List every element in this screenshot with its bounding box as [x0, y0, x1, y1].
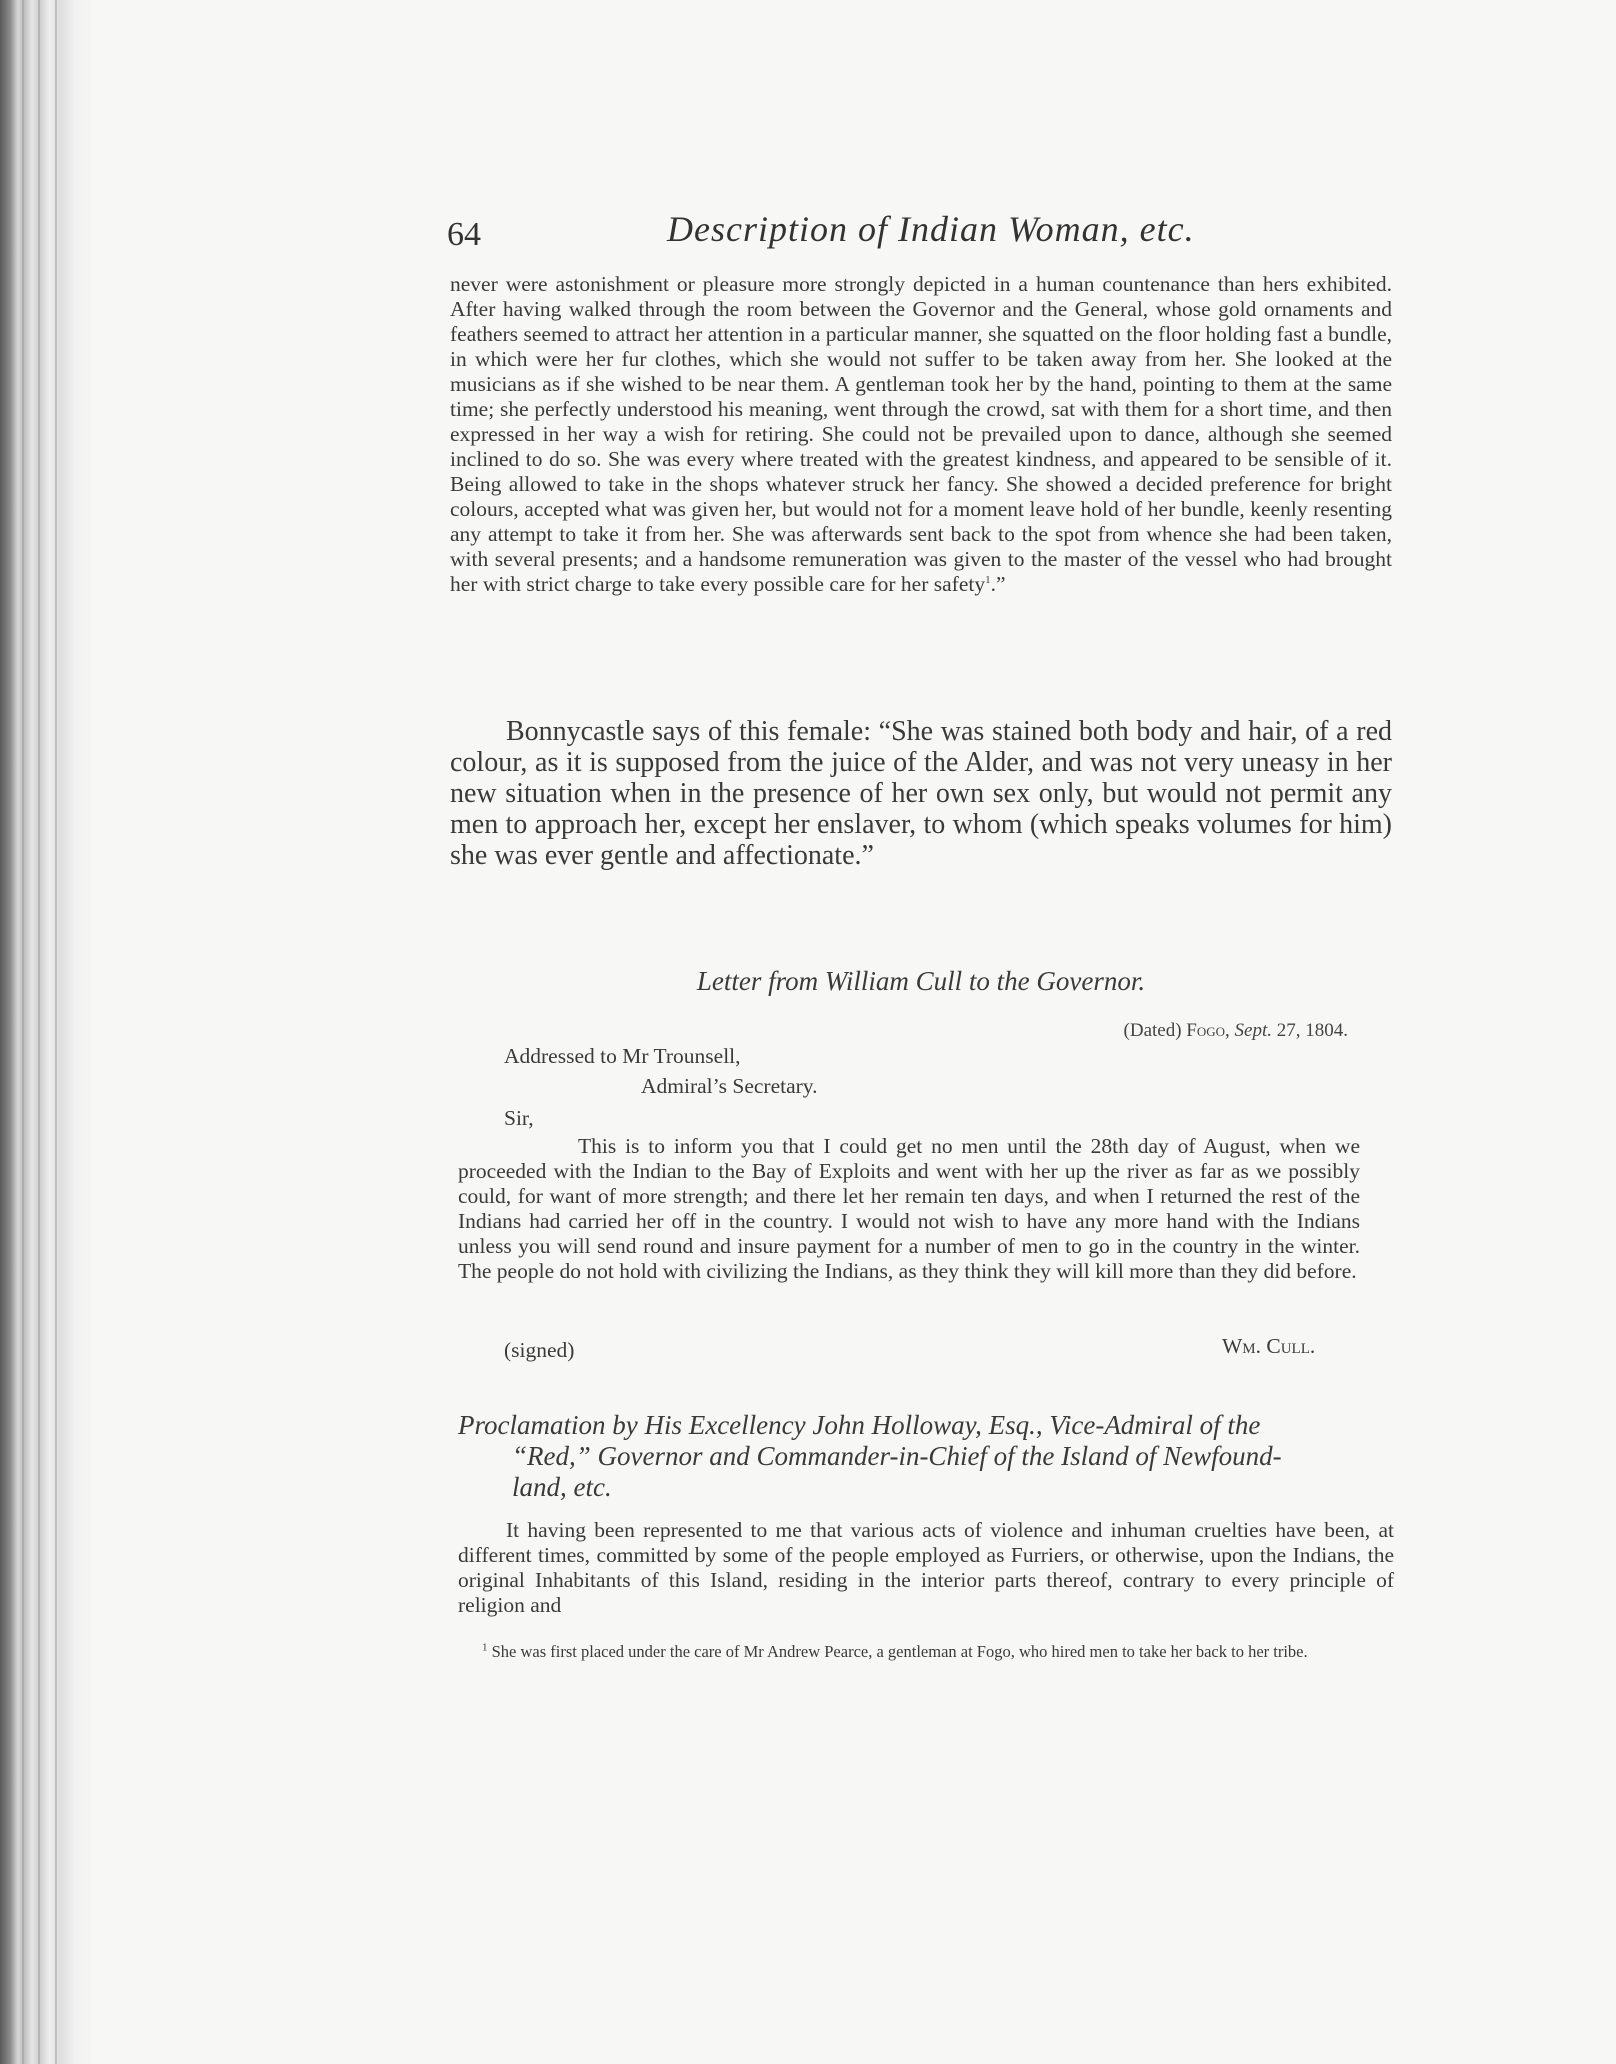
page-edge-line [55, 0, 57, 2064]
proclamation-heading-line3: land, etc. [512, 1472, 612, 1502]
paragraph-description [450, 272, 1392, 597]
footnote-reference[interactable]: 1 [985, 573, 991, 586]
proclamation-heading-line2: “Red,” Governor and Commander-in-Chief of the Island of Newfound- [512, 1441, 1282, 1471]
footnote [458, 1642, 1400, 1662]
running-head: Description of Indian Woman, etc. [667, 209, 1195, 249]
proclamation-heading-line1: Proclamation by His Excellency John Holloway, Esq., Vice-Admiral of the [458, 1410, 1261, 1440]
paragraph-bonnycastle-quote: Bonnycastle says of this female: “She was stained both body and hair, of a red colour, as it is supposed from the juice of the Alder, and was not very uneasy in her new situation when in the presence of her own sex only, but would not permit any men to approach her, except her enslaver, to whom (which speaks volumes for him) she was ever gentle and affectionate.” [450, 716, 1392, 871]
letter-heading: Letter from William Cull to the Governor. [696, 966, 1146, 996]
page-edge-line [22, 0, 24, 2064]
letter-salutation: Sir, [504, 1106, 534, 1130]
proclamation-heading [458, 1410, 1400, 1503]
letter-signature: Wm. Cull. [1222, 1334, 1316, 1358]
footnote-text: She was first placed under the care of Mr Andrew Pearce, a gentleman at Fogo, who hired men to take her back to her tribe. [487, 1642, 1308, 1661]
book-page-edges [0, 0, 90, 2064]
page-number: 64 [447, 216, 481, 253]
letter-dateline [1124, 1020, 1348, 1042]
paragraph-end: .” [990, 572, 1006, 596]
letter-addressee-title: Admiral’s Secretary. [641, 1074, 818, 1098]
paragraph-text: never were astonishment or pleasure more strongly depicted in a human countenance than hers exhibited. After having walked through the room between the Governor and the General, whose gold ornaments and feathers seemed to attract her attention in a particular manner, she squatted on the floor holding fast a bundle, in which were her fur clothes, which she would not suffer to be taken away from her. She looked at the musicians as if she wished to be near them. A gentleman took her by the hand, pointing to them at the same time; she perfectly understood his meaning, went through the crowd, sat with them for a short time, and then expressed in her way a wish for retiring. She could not be prevailed upon to dance, although she seemed inclined to do so. She was every where treated with the greatest kindness, and appeared to be sensible of it. Being allowed to take in the shops whatever struck her fancy. She showed a decided preference for bright colours, accepted what was given her, but would not for a moment leave hold of her bundle, keenly resenting any attempt to take it from her. She was afterwards sent back to the spot from whence she had been taken, with several presents; and a handsome remuneration was given to the master of the vessel who had brought her with strict charge to take every possible care for her safety [450, 272, 1392, 596]
proclamation-body: It having been represented to me that various acts of violence and inhuman cruelties have been, at different times, committed by some of the people employed as Furriers, or otherwise, upon the Indians, the original Inhabitants of this Island, residing in the interior parts thereof, contrary to every principle of religion and [458, 1518, 1394, 1617]
dateline-month: Sept. [1234, 1020, 1272, 1041]
letter-signed-label: (signed) [504, 1338, 575, 1362]
dateline-rest: 27, 1804. [1272, 1020, 1348, 1041]
footnote-mark: 1 [482, 1641, 488, 1654]
dateline-place: Fogo, [1186, 1020, 1230, 1041]
letter-addressee: Addressed to Mr Trounsell, [504, 1044, 741, 1068]
page-header [447, 208, 1377, 258]
page-edge-line [38, 0, 40, 2064]
dateline-prefix: (Dated) [1123, 1020, 1187, 1041]
letter-body: This is to inform you that I could get no men until the 28th day of August, when we proceeded with the Indian to the Bay of Exploits and went with her up the river as far as we possibly could, for want of more strength; and there let her remain ten days, and when I returned the rest of the Indians had carried her off in the country. I would not wish to have any more hand with the Indians unless you will send round and insure payment for a number of men to go in the country in the winter. The people do not hold with civilizing the Indians, as they think they will kill more than they did before. [458, 1134, 1360, 1283]
